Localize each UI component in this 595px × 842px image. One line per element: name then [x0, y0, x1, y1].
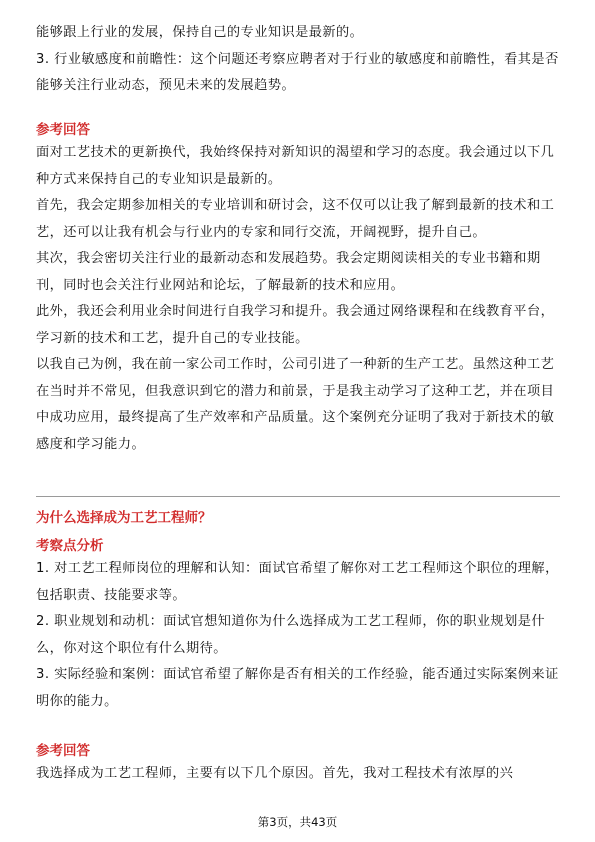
analysis-heading: 考察点分析 — [36, 538, 104, 554]
answer-paragraph: 面对工艺技术的更新换代，我始终保持对新知识的渴望和学习的态度。我会通过以下几种方式来保持自己的专业知识是最新的。 — [36, 145, 555, 187]
previous-section-continuation — [36, 20, 560, 100]
answer-heading: 参考回答 — [36, 743, 90, 759]
question-title: 为什么选择成为工艺工程师？ — [36, 510, 212, 526]
section-divider — [36, 496, 560, 497]
answer-paragraph: 其次，我会密切关注行业的最新动态和发展趋势。我会定期阅读相关的专业书籍和期刊，同时也会关注行业网站和论坛，了解最新的技术和应用。 — [36, 251, 541, 293]
analysis-body — [36, 556, 560, 715]
answer-paragraph: 以我自己为例，我在前一家公司工作时，公司引进了一种新的生产工艺。虽然这种工艺在当时并不常见，但我意识到它的潜力和前景，于是我主动学习了这种工艺，并在项目中成功应用，最终提高了生产效率和产品质量。这个案例充分证明了我对于新技术的敏感度和学习能力。 — [36, 357, 555, 452]
analysis-point: 3. 实际经验和案例：面试官希望了解你是否有相关的工作经验，能否通过实际案例来证明你的能力。 — [36, 667, 559, 709]
answer-paragraph: 此外，我还会利用业余时间进行自我学习和提升。我会通过网络课程和在线教育平台，学习新的技术和工艺，提升自己的专业技能。 — [36, 304, 555, 346]
answer-body-1 — [36, 140, 560, 458]
analysis-point: 1. 对工艺工程师岗位的理解和认知：面试官希望了解你对工艺工程师这个职位的理解，包括职责、技能要求等。 — [36, 561, 559, 603]
answer-heading-block-2 — [36, 740, 560, 762]
answer-body-2 — [36, 761, 560, 788]
answer-heading-block-1 — [36, 119, 560, 141]
question-block — [36, 507, 560, 529]
analysis-point-3: 3. 行业敏感度和前瞻性：这个问题还考察应聘者对于行业的敏感度和前瞻性，看其是否能够关注行业动态，预见未来的发展趋势。 — [36, 51, 559, 93]
answer-heading: 参考回答 — [36, 122, 90, 138]
answer-paragraph: 首先，我会定期参加相关的专业培训和研讨会，这不仅可以让我了解到最新的技术和工艺，还可以让我有机会与行业内的专家和同行交流，开阔视野，提升自己。 — [36, 198, 555, 240]
answer-paragraph: 我选择成为工艺工程师，主要有以下几个原因。首先，我对工程技术有浓厚的兴 — [36, 766, 514, 781]
analysis-point: 2. 职业规划和动机：面试官想知道你为什么选择成为工艺工程师，你的职业规划是什么，你对这个职位有什么期待。 — [36, 614, 546, 656]
page-footer: 第3页，共43页 — [257, 815, 338, 829]
analysis-heading-block — [36, 535, 560, 557]
continuation-text: 能够跟上行业的发展，保持自己的专业知识是最新的。 — [36, 25, 364, 40]
